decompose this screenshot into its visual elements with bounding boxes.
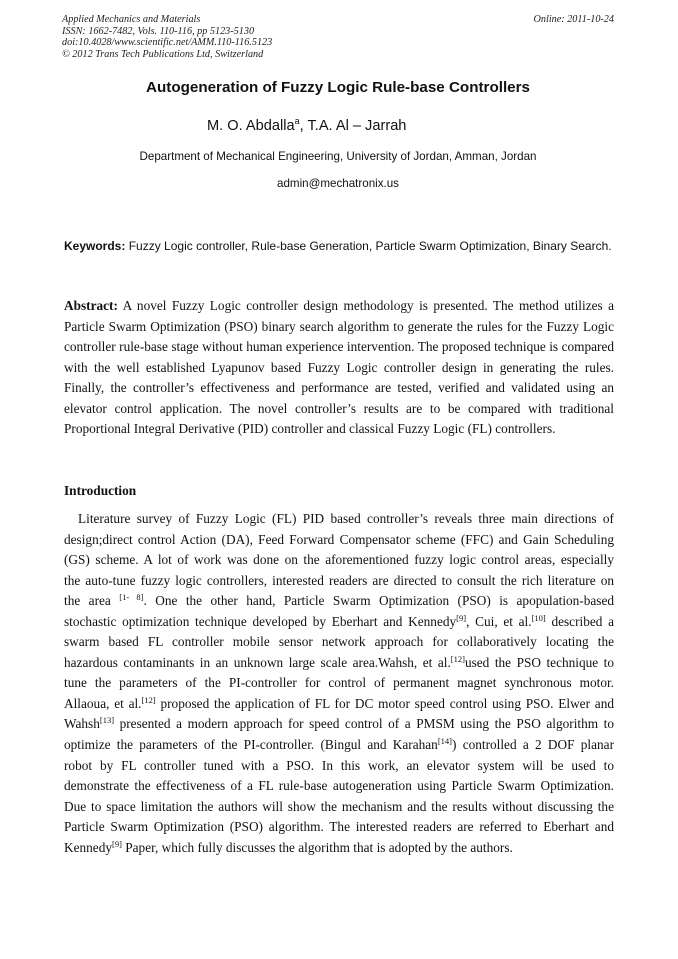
intro-line <box>64 735 614 756</box>
intro-text: stochastic optimization technique developed by Eberhart and Kennedy <box>64 613 457 629</box>
paper-title: Autogeneration of Fuzzy Logic Rule-base Controllers <box>146 79 530 96</box>
intro-line: Literature survey of Fuzzy Logic (FL) PID based controller’s reveals three main directions of <box>78 511 614 526</box>
abstract-paragraph <box>64 296 614 440</box>
intro-text: used the PSO technique to <box>464 654 615 670</box>
intro-text: hazardous contaminants in an unknown large scale area.Wahsh, et al. <box>64 654 451 670</box>
introduction-paragraph <box>64 509 614 858</box>
citation-ref: [13] <box>99 715 115 726</box>
author-email: admin@mechatronix.us <box>277 177 399 190</box>
citation-ref: [10] <box>531 612 546 623</box>
intro-text: optimize the parameters of the PI-controller. (Bingul and Karahan <box>64 737 438 753</box>
intro-line: tune the parameters of the PI-controller for control of permanent magnet synchronous motor. <box>64 675 614 691</box>
intro-text: described a <box>545 613 615 629</box>
intro-text: , Cui, et al. <box>466 613 532 629</box>
copyright-line: © 2012 Trans Tech Publications Ltd, Switzerland <box>62 48 264 60</box>
journal-name: Applied Mechanics and Materials <box>62 14 201 25</box>
online-date: Online: 2011-10-24 <box>533 14 614 25</box>
section-heading-introduction: Introduction <box>64 483 137 498</box>
intro-text: Paper, which fully discusses the algorithm that is adopted by the authors. <box>121 839 513 855</box>
issn-line: ISSN: 1662-7482, Vols. 110-116, pp 5123-5130 <box>62 25 255 37</box>
citation-ref: [12] <box>141 694 156 705</box>
intro-line <box>64 694 614 715</box>
intro-line <box>64 591 614 612</box>
keywords-paragraph <box>64 236 614 257</box>
author-line <box>207 118 406 134</box>
intro-line: swarm based FL controller mobile sensor network approach for collaboratively locating the <box>64 634 614 650</box>
intro-text: proposed the application of FL for DC motor speed control using PSO. Elwer and <box>155 695 614 711</box>
abstract-label: Abstract: <box>64 298 118 313</box>
intro-line <box>64 612 614 633</box>
intro-text: Kennedy <box>64 839 112 855</box>
intro-line: Particle Swarm Optimization (PSO) algorithm. The interested readers are referred to Eberhart and <box>64 819 614 835</box>
intro-text: . One the other hand, Particle Swarm Optimization (PSO) is apopulation-based <box>143 593 615 609</box>
citation-ref: [9] <box>456 612 467 623</box>
intro-text: Wahsh <box>64 716 100 732</box>
intro-line <box>64 653 614 674</box>
citation-ref: [14] <box>437 736 453 747</box>
author-2: , T.A. Al – Jarrah <box>299 118 407 134</box>
intro-line: (GS) scheme. A lot of work was done on the aforementioned fuzzy logic control areas, especially <box>64 552 614 568</box>
author-1: M. O. Abdalla <box>207 118 295 134</box>
affiliation: Department of Mechanical Engineering, University of Jordan, Amman, Jordan <box>139 150 537 163</box>
citation-ref: [9] <box>112 838 122 849</box>
intro-text: ) controlled a 2 DOF planar <box>452 737 614 753</box>
intro-line <box>64 714 614 735</box>
intro-line: the auto-tune fuzzy logic controllers, interested readers are directed to consult the rich literature on <box>64 572 614 588</box>
intro-text: the area <box>64 593 111 609</box>
doi-line: doi:10.4028/www.scientific.net/AMM.110-116.5123 <box>62 37 273 49</box>
intro-text: Allaoua, et al. <box>64 695 142 711</box>
intro-line <box>64 838 614 859</box>
intro-line: robot by FL controller tuned with a PSO. In this work, an elevator system will be used to <box>64 757 614 773</box>
abstract-text: A novel Fuzzy Logic controller design methodology is presented. The method utilizes a Particle Swarm Optimization (PSO) binary search algorithm to generate the rules for the Fuzzy Logic controller rule-base stage without human experience intervention. The proposed technique is compared with the well established Lyapunov based Fuzzy Logic controller design in generating the rules. Finally, the controller’s effectiveness and performance are tested, verified and validated using an elevator control application. The novel controller’s results are to be compared with traditional Proportional Integral Derivative (PID) controller and classical Fuzzy Logic (FL) controllers. <box>64 298 615 436</box>
intro-line: demonstrate the effectiveness of a FL rule-base autogeneration using Particle Swarm Optimization. <box>64 778 614 794</box>
intro-text: presented a modern approach for speed control of a PMSM using the PSO algorithm to <box>114 716 614 732</box>
keywords-text: Fuzzy Logic controller, Rule-base Generation, Particle Swarm Optimization, Binary Search. <box>128 239 612 253</box>
citation-ref: [12] <box>450 653 465 664</box>
author-1-affiliation-mark: a <box>294 116 300 126</box>
keywords-label: Keywords: <box>64 239 126 253</box>
intro-line: design;direct control Action (DA), Feed Forward Compensator scheme (FFC) and Gain Scheduling <box>64 531 614 547</box>
intro-line: Due to space limitation the authors will show the mechanism and the results without discussing the <box>64 798 614 814</box>
journal-header <box>62 14 614 60</box>
citation-ref: [1- 8] <box>119 592 144 603</box>
